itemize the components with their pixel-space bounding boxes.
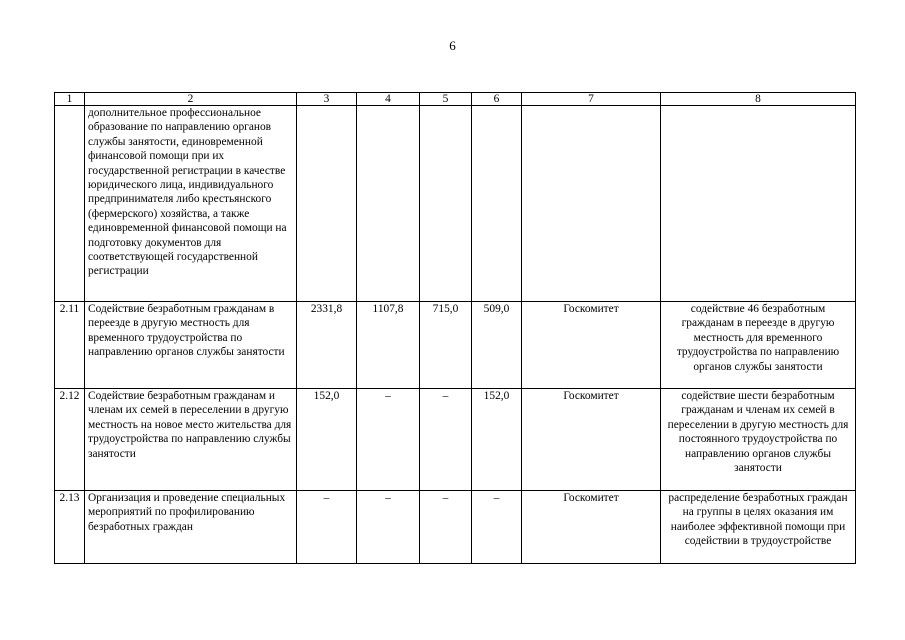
row-value-col4: 1107,8 [357,302,420,389]
row-value-col6: 152,0 [472,389,522,491]
header-cell-8: 8 [661,93,856,106]
row-result [661,106,856,302]
row-value-col6 [472,106,522,302]
row-result: распределение безработных граждан на группы в целях оказания им наиболее эффективной помощи при содействии в трудоустройстве [661,491,856,564]
page-number: 6 [449,38,456,53]
row-value-col6: 509,0 [472,302,522,389]
row-value-col5: – [420,389,472,491]
row-value-col4: – [357,389,420,491]
row-number: 2.13 [55,491,85,564]
header-cell-7: 7 [522,93,661,106]
row-executor: Госкомитет [522,491,661,564]
row-result: содействие 46 безработным гражданам в переезде в другую местность для временного трудоустройства по направлению органов службы занятости [661,302,856,389]
row-value-col6: – [472,491,522,564]
row-value-col3 [297,106,357,302]
row-value-col5: 715,0 [420,302,472,389]
row-value-col3: – [297,491,357,564]
row-executor: Госкомитет [522,389,661,491]
row-executor [522,106,661,302]
header-cell-4: 4 [357,93,420,106]
row-value-col4: – [357,491,420,564]
header-cell-3: 3 [297,93,357,106]
table-row [55,389,856,491]
row-number [55,106,85,302]
row-description: Содействие безработным гражданам в переезде в другую местность для временного трудоустройства по направлению органов службы занятости [85,302,297,389]
table-row [55,302,856,389]
header-cell-6: 6 [472,93,522,106]
row-value-col5 [420,106,472,302]
row-description: Содействие безработным гражданам и членам их семей в переселении в другую местность на новое место жительства для трудоустройства по направлению службы занятости [85,389,297,491]
row-value-col3: 2331,8 [297,302,357,389]
header-cell-2: 2 [85,93,297,106]
row-number: 2.12 [55,389,85,491]
row-number: 2.11 [55,302,85,389]
row-description: дополнительное профессиональное образование по направлению органов службы занятости, единовременной финансовой помощи при их государственной регистрации в качестве юридического лица, индивидуального предпринимателя либо крестьянского (фермерского) хозяйства, а также единовременной финансовой помощи на подготовку документов для соответствующей государственной регистрации [85,106,297,302]
header-cell-1: 1 [55,93,85,106]
row-value-col5: – [420,491,472,564]
header-cell-5: 5 [420,93,472,106]
header-row [55,93,856,106]
measures-table [54,92,856,564]
row-value-col4 [357,106,420,302]
table-row [55,106,856,302]
row-result: содействие шести безработным гражданам и членам их семей в переселении в другую местность для постоянного трудоустройства по направлению органов службы занятости [661,389,856,491]
row-description: Организация и проведение специальных мероприятий по профилированию безработных граждан [85,491,297,564]
table-row [55,491,856,564]
row-value-col3: 152,0 [297,389,357,491]
row-executor: Госкомитет [522,302,661,389]
